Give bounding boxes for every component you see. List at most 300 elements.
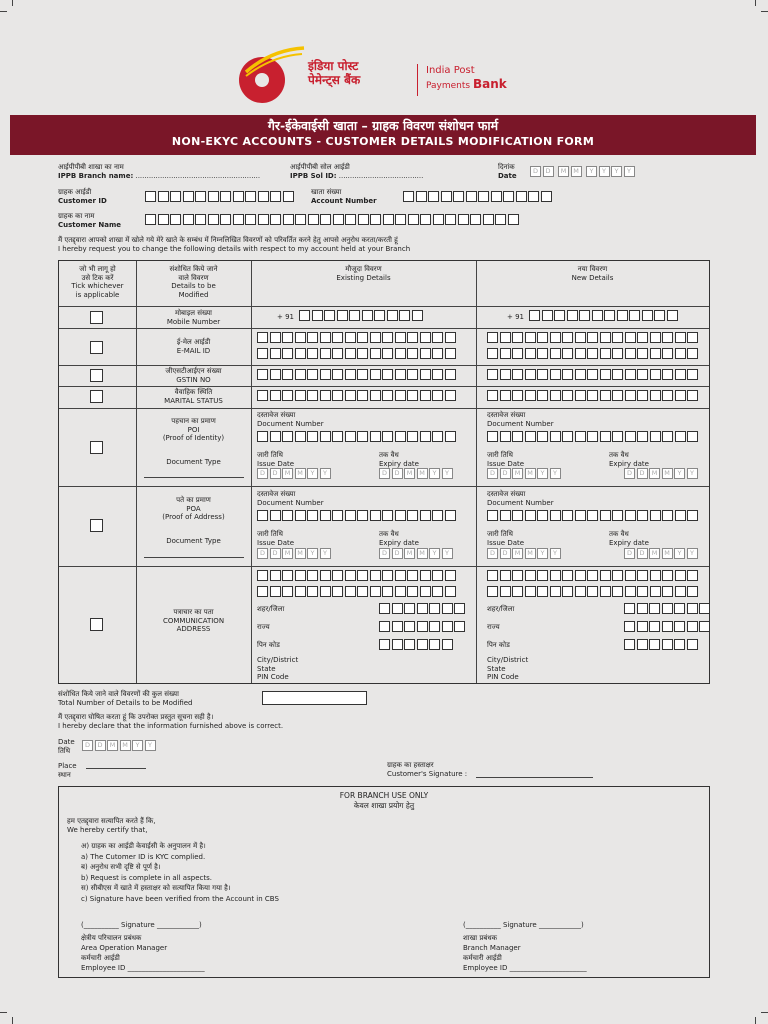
entry-box[interactable] (395, 332, 406, 343)
entry-box[interactable] (675, 570, 686, 581)
gstin-new-field[interactable] (487, 369, 700, 380)
pin-new-field[interactable] (624, 639, 699, 650)
entry-box[interactable] (258, 191, 269, 202)
entry-box[interactable] (320, 348, 331, 359)
entry-box[interactable] (675, 332, 686, 343)
entry-box[interactable] (382, 570, 393, 581)
date-box[interactable]: M (662, 548, 673, 559)
entry-box[interactable] (575, 348, 586, 359)
entry-box[interactable] (257, 390, 268, 401)
poi-expiry-existing-date[interactable] (379, 468, 454, 479)
entry-box[interactable] (432, 332, 443, 343)
entry-box[interactable] (650, 332, 661, 343)
entry-box[interactable] (687, 570, 698, 581)
date-box[interactable]: D (500, 468, 511, 479)
entry-box[interactable] (687, 603, 698, 614)
email-existing-field[interactable] (257, 332, 457, 343)
entry-box[interactable] (525, 570, 536, 581)
entry-box[interactable] (382, 348, 393, 359)
entry-box[interactable] (295, 431, 306, 442)
entry-box[interactable] (662, 570, 673, 581)
date-box[interactable]: D (500, 548, 511, 559)
date-box[interactable]: Y (429, 548, 440, 559)
entry-box[interactable] (624, 639, 635, 650)
entry-box[interactable] (562, 369, 573, 380)
entry-box[interactable] (295, 214, 306, 225)
customer-name-field[interactable] (145, 214, 520, 225)
entry-box[interactable] (432, 431, 443, 442)
entry-box[interactable] (637, 621, 648, 632)
entry-box[interactable] (500, 570, 511, 581)
entry-box[interactable] (282, 431, 293, 442)
entry-box[interactable] (407, 348, 418, 359)
entry-box[interactable] (562, 431, 573, 442)
entry-box[interactable] (320, 369, 331, 380)
entry-box[interactable] (500, 586, 511, 597)
entry-box[interactable] (432, 586, 443, 597)
entry-box[interactable] (392, 603, 403, 614)
email-existing-field[interactable] (257, 348, 457, 359)
poi-issue-new-date[interactable] (487, 468, 562, 479)
entry-box[interactable] (654, 310, 665, 321)
entry-box[interactable] (332, 332, 343, 343)
entry-box[interactable] (637, 586, 648, 597)
entry-box[interactable] (612, 348, 623, 359)
address-new-field[interactable] (487, 586, 700, 597)
date-box[interactable]: M (558, 166, 569, 177)
entry-box[interactable] (512, 390, 523, 401)
entry-box[interactable] (345, 390, 356, 401)
entry-box[interactable] (453, 191, 464, 202)
entry-box[interactable] (687, 348, 698, 359)
date-box[interactable]: M (295, 548, 306, 559)
entry-box[interactable] (575, 570, 586, 581)
entry-box[interactable] (675, 369, 686, 380)
entry-box[interactable] (270, 390, 281, 401)
entry-box[interactable] (420, 586, 431, 597)
entry-box[interactable] (600, 348, 611, 359)
entry-box[interactable] (345, 348, 356, 359)
entry-box[interactable] (675, 431, 686, 442)
city-new-field[interactable] (624, 603, 712, 614)
entry-box[interactable] (600, 586, 611, 597)
poa-issue-new-date[interactable] (487, 548, 562, 559)
entry-box[interactable] (649, 621, 660, 632)
address-existing-field[interactable] (257, 586, 457, 597)
date-box[interactable]: Y (429, 468, 440, 479)
entry-box[interactable] (299, 310, 310, 321)
entry-box[interactable] (270, 431, 281, 442)
entry-box[interactable] (579, 310, 590, 321)
date-box[interactable]: M (571, 166, 582, 177)
entry-box[interactable] (612, 369, 623, 380)
entry-box[interactable] (417, 639, 428, 650)
date-box[interactable]: D (624, 548, 635, 559)
entry-box[interactable] (432, 510, 443, 521)
entry-box[interactable] (183, 214, 194, 225)
entry-box[interactable] (512, 431, 523, 442)
poa-expiry-new-date[interactable] (624, 548, 699, 559)
entry-box[interactable] (399, 310, 410, 321)
entry-box[interactable] (487, 332, 498, 343)
entry-box[interactable] (208, 214, 219, 225)
entry-box[interactable] (587, 369, 598, 380)
entry-box[interactable] (649, 603, 660, 614)
entry-box[interactable] (404, 603, 415, 614)
entry-box[interactable] (575, 390, 586, 401)
entry-box[interactable] (395, 570, 406, 581)
entry-box[interactable] (612, 390, 623, 401)
entry-box[interactable] (382, 510, 393, 521)
entry-box[interactable] (320, 570, 331, 581)
sign-date-field[interactable] (82, 740, 157, 751)
entry-box[interactable] (195, 191, 206, 202)
entry-box[interactable] (525, 369, 536, 380)
date-box[interactable]: Y (674, 468, 685, 479)
entry-box[interactable] (170, 214, 181, 225)
entry-box[interactable] (550, 510, 561, 521)
entry-box[interactable] (562, 586, 573, 597)
entry-box[interactable] (508, 214, 519, 225)
entry-box[interactable] (675, 390, 686, 401)
date-box[interactable]: M (525, 548, 536, 559)
entry-box[interactable] (357, 369, 368, 380)
entry-box[interactable] (270, 214, 281, 225)
entry-box[interactable] (537, 348, 548, 359)
entry-box[interactable] (587, 431, 598, 442)
entry-box[interactable] (158, 214, 169, 225)
entry-box[interactable] (374, 310, 385, 321)
entry-box[interactable] (220, 214, 231, 225)
entry-box[interactable] (370, 214, 381, 225)
entry-box[interactable] (600, 570, 611, 581)
date-box[interactable]: D (637, 548, 648, 559)
entry-box[interactable] (345, 214, 356, 225)
entry-box[interactable] (662, 621, 673, 632)
entry-box[interactable] (320, 586, 331, 597)
entry-box[interactable] (387, 310, 398, 321)
entry-box[interactable] (183, 191, 194, 202)
date-box[interactable]: Y (320, 548, 331, 559)
entry-box[interactable] (525, 510, 536, 521)
entry-box[interactable] (403, 191, 414, 202)
date-box[interactable]: Y (307, 468, 318, 479)
entry-box[interactable] (404, 639, 415, 650)
entry-box[interactable] (600, 390, 611, 401)
entry-box[interactable] (332, 369, 343, 380)
entry-box[interactable] (442, 639, 453, 650)
entry-box[interactable] (612, 586, 623, 597)
entry-box[interactable] (320, 510, 331, 521)
entry-box[interactable] (487, 369, 498, 380)
entry-box[interactable] (445, 390, 456, 401)
entry-box[interactable] (233, 191, 244, 202)
entry-box[interactable] (617, 310, 628, 321)
entry-box[interactable] (487, 348, 498, 359)
entry-box[interactable] (370, 390, 381, 401)
entry-box[interactable] (370, 586, 381, 597)
entry-box[interactable] (550, 586, 561, 597)
entry-box[interactable] (662, 603, 673, 614)
date-box[interactable]: D (624, 468, 635, 479)
entry-box[interactable] (675, 586, 686, 597)
date-box[interactable]: D (270, 468, 281, 479)
entry-box[interactable] (270, 191, 281, 202)
gstin-checkbox[interactable] (90, 369, 103, 382)
entry-box[interactable] (442, 621, 453, 632)
entry-box[interactable] (642, 310, 653, 321)
entry-box[interactable] (674, 603, 685, 614)
entry-box[interactable] (649, 639, 660, 650)
mobile-checkbox[interactable] (90, 311, 103, 324)
entry-box[interactable] (429, 603, 440, 614)
entry-box[interactable] (420, 332, 431, 343)
entry-box[interactable] (370, 369, 381, 380)
entry-box[interactable] (575, 369, 586, 380)
entry-box[interactable] (512, 510, 523, 521)
date-box[interactable]: Y (320, 468, 331, 479)
entry-box[interactable] (445, 369, 456, 380)
entry-box[interactable] (295, 510, 306, 521)
entry-box[interactable] (257, 348, 268, 359)
date-box[interactable]: Y (550, 548, 561, 559)
entry-box[interactable] (407, 332, 418, 343)
entry-box[interactable] (145, 191, 156, 202)
date-box[interactable]: D (392, 548, 403, 559)
entry-box[interactable] (587, 390, 598, 401)
entry-box[interactable] (220, 191, 231, 202)
entry-box[interactable] (512, 586, 523, 597)
entry-box[interactable] (445, 332, 456, 343)
entry-box[interactable] (295, 332, 306, 343)
entry-box[interactable] (429, 639, 440, 650)
entry-box[interactable] (420, 348, 431, 359)
entry-box[interactable] (637, 348, 648, 359)
entry-box[interactable] (478, 191, 489, 202)
entry-box[interactable] (320, 390, 331, 401)
entry-box[interactable] (257, 332, 268, 343)
entry-box[interactable] (575, 510, 586, 521)
entry-box[interactable] (282, 369, 293, 380)
entry-box[interactable] (592, 310, 603, 321)
entry-box[interactable] (345, 586, 356, 597)
entry-box[interactable] (392, 621, 403, 632)
entry-box[interactable] (357, 431, 368, 442)
entry-box[interactable] (404, 621, 415, 632)
entry-box[interactable] (295, 570, 306, 581)
entry-box[interactable] (512, 348, 523, 359)
entry-box[interactable] (295, 348, 306, 359)
entry-box[interactable] (345, 570, 356, 581)
entry-box[interactable] (258, 214, 269, 225)
entry-box[interactable] (445, 510, 456, 521)
date-box[interactable]: M (417, 548, 428, 559)
date-box[interactable]: M (649, 468, 660, 479)
entry-box[interactable] (395, 431, 406, 442)
entry-box[interactable] (500, 431, 511, 442)
entry-box[interactable] (637, 510, 648, 521)
entry-box[interactable] (624, 603, 635, 614)
entry-box[interactable] (412, 310, 423, 321)
entry-box[interactable] (270, 570, 281, 581)
entry-box[interactable] (650, 369, 661, 380)
entry-box[interactable] (541, 191, 552, 202)
entry-box[interactable] (245, 214, 256, 225)
entry-box[interactable] (307, 390, 318, 401)
entry-box[interactable] (687, 390, 698, 401)
entry-box[interactable] (357, 348, 368, 359)
entry-box[interactable] (675, 348, 686, 359)
entry-box[interactable] (637, 639, 648, 650)
entry-box[interactable] (687, 639, 698, 650)
entry-box[interactable] (357, 332, 368, 343)
entry-box[interactable] (612, 510, 623, 521)
entry-box[interactable] (612, 431, 623, 442)
entry-box[interactable] (208, 191, 219, 202)
entry-box[interactable] (332, 431, 343, 442)
entry-box[interactable] (270, 586, 281, 597)
entry-box[interactable] (282, 586, 293, 597)
bm-signature[interactable]: (__________ Signature ____________) (463, 921, 584, 929)
entry-box[interactable] (257, 570, 268, 581)
date-box[interactable]: Y (537, 468, 548, 479)
entry-box[interactable] (650, 586, 661, 597)
entry-box[interactable] (500, 348, 511, 359)
entry-box[interactable] (358, 214, 369, 225)
entry-box[interactable] (357, 510, 368, 521)
entry-box[interactable] (662, 332, 673, 343)
entry-box[interactable] (295, 390, 306, 401)
date-box[interactable]: D (487, 468, 498, 479)
entry-box[interactable] (195, 214, 206, 225)
entry-box[interactable] (345, 510, 356, 521)
entry-box[interactable] (357, 586, 368, 597)
entry-box[interactable] (629, 310, 640, 321)
entry-box[interactable] (637, 603, 648, 614)
date-box[interactable]: Y (537, 548, 548, 559)
entry-box[interactable] (233, 214, 244, 225)
entry-box[interactable] (333, 214, 344, 225)
entry-box[interactable] (379, 639, 390, 650)
entry-box[interactable] (158, 191, 169, 202)
entry-box[interactable] (466, 191, 477, 202)
date-box[interactable]: M (404, 548, 415, 559)
date-box[interactable]: M (649, 548, 660, 559)
entry-box[interactable] (379, 621, 390, 632)
entry-box[interactable] (282, 332, 293, 343)
poi-expiry-new-date[interactable] (624, 468, 699, 479)
mobile-new-field[interactable] (529, 310, 679, 321)
entry-box[interactable] (295, 369, 306, 380)
entry-box[interactable] (445, 348, 456, 359)
date-box[interactable]: Y (307, 548, 318, 559)
date-box[interactable]: Y (599, 166, 610, 177)
entry-box[interactable] (674, 639, 685, 650)
entry-box[interactable] (257, 586, 268, 597)
entry-box[interactable] (600, 510, 611, 521)
entry-box[interactable] (600, 369, 611, 380)
entry-box[interactable] (637, 332, 648, 343)
state-new-field[interactable] (624, 621, 712, 632)
entry-box[interactable] (362, 310, 373, 321)
address-checkbox[interactable] (90, 618, 103, 631)
entry-box[interactable] (270, 510, 281, 521)
entry-box[interactable] (445, 570, 456, 581)
entry-box[interactable] (625, 390, 636, 401)
entry-box[interactable] (662, 586, 673, 597)
entry-box[interactable] (270, 332, 281, 343)
date-box[interactable]: M (282, 548, 293, 559)
entry-box[interactable] (687, 369, 698, 380)
entry-box[interactable] (483, 214, 494, 225)
entry-box[interactable] (587, 586, 598, 597)
date-box[interactable]: D (95, 740, 106, 751)
date-box[interactable]: D (82, 740, 93, 751)
entry-box[interactable] (407, 431, 418, 442)
entry-box[interactable] (529, 310, 540, 321)
entry-box[interactable] (370, 570, 381, 581)
entry-box[interactable] (245, 191, 256, 202)
entry-box[interactable] (575, 431, 586, 442)
entry-box[interactable] (650, 348, 661, 359)
entry-box[interactable] (312, 310, 323, 321)
entry-box[interactable] (349, 310, 360, 321)
entry-box[interactable] (145, 214, 156, 225)
entry-box[interactable] (525, 348, 536, 359)
date-box[interactable]: D (392, 468, 403, 479)
aom-signature[interactable]: (__________ Signature ____________) (81, 921, 202, 929)
entry-box[interactable] (282, 510, 293, 521)
entry-box[interactable] (442, 603, 453, 614)
entry-box[interactable] (308, 214, 319, 225)
entry-box[interactable] (625, 570, 636, 581)
entry-box[interactable] (395, 369, 406, 380)
entry-box[interactable] (662, 369, 673, 380)
entry-box[interactable] (257, 369, 268, 380)
date-box[interactable]: D (487, 548, 498, 559)
date-box[interactable]: D (257, 468, 268, 479)
date-box[interactable]: M (295, 468, 306, 479)
entry-box[interactable] (587, 570, 598, 581)
entry-box[interactable] (650, 570, 661, 581)
entry-box[interactable] (500, 390, 511, 401)
entry-box[interactable] (395, 586, 406, 597)
entry-box[interactable] (542, 310, 553, 321)
entry-box[interactable] (687, 586, 698, 597)
entry-box[interactable] (525, 431, 536, 442)
date-box[interactable]: M (662, 468, 673, 479)
entry-box[interactable] (587, 510, 598, 521)
entry-box[interactable] (516, 191, 527, 202)
entry-box[interactable] (554, 310, 565, 321)
date-box[interactable]: D (637, 468, 648, 479)
entry-box[interactable] (407, 586, 418, 597)
entry-box[interactable] (370, 510, 381, 521)
entry-box[interactable] (395, 348, 406, 359)
entry-box[interactable] (392, 639, 403, 650)
date-box[interactable]: D (257, 548, 268, 559)
state-existing-field[interactable] (379, 621, 467, 632)
entry-box[interactable] (432, 348, 443, 359)
entry-box[interactable] (491, 191, 502, 202)
entry-box[interactable] (395, 510, 406, 521)
entry-box[interactable] (295, 586, 306, 597)
entry-box[interactable] (562, 332, 573, 343)
entry-box[interactable] (307, 431, 318, 442)
entry-box[interactable] (270, 348, 281, 359)
date-field[interactable] (530, 166, 636, 177)
date-box[interactable]: Y (687, 548, 698, 559)
